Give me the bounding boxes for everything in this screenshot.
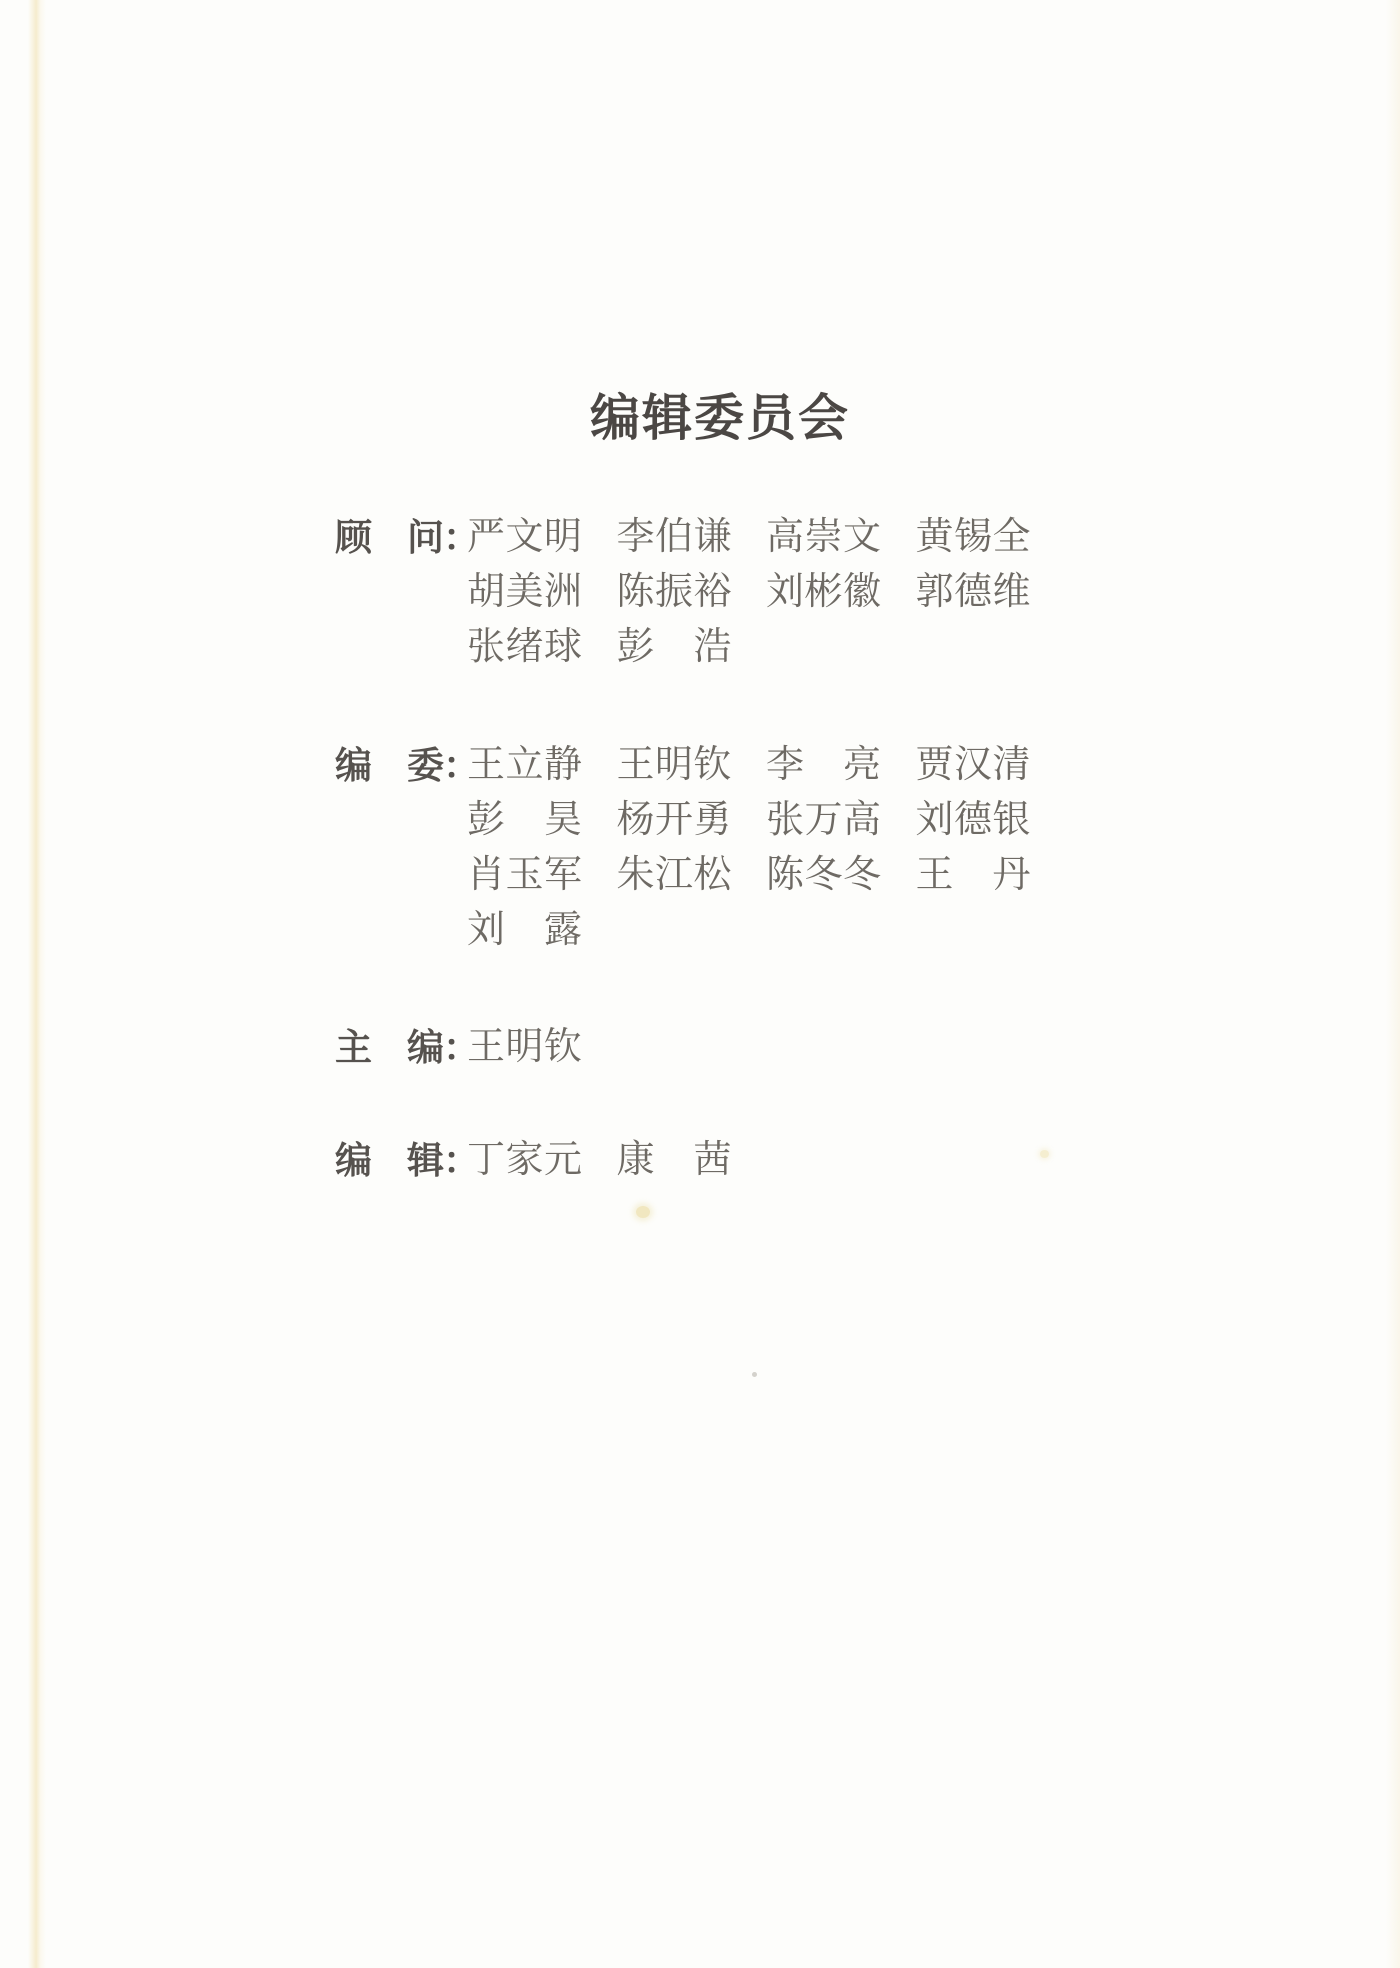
page-gutter-shadow — [28, 0, 46, 1968]
person-name: 康 茜 — [616, 1139, 733, 1181]
person-name: 杨开勇 — [616, 799, 733, 841]
paper-speck — [636, 1206, 650, 1218]
person-name: 郭德维 — [915, 571, 1032, 613]
name-row — [467, 848, 1031, 903]
advisors-name-rows — [467, 510, 1031, 675]
person-name: 李 亮 — [766, 744, 882, 786]
section-advisors-label: 顾 问： — [335, 517, 479, 558]
editors-name-rows — [467, 1133, 732, 1188]
name-row — [467, 738, 1031, 793]
person-name: 张万高 — [766, 799, 882, 841]
person-name: 丁家元 — [467, 1139, 583, 1181]
person-name: 黄锡全 — [915, 516, 1032, 558]
name-row — [467, 793, 1031, 848]
person-name: 肖玉军 — [467, 854, 583, 896]
name-row — [467, 903, 1031, 958]
page-edge-tint — [1386, 0, 1400, 1968]
name-row — [467, 1133, 732, 1188]
person-name: 陈振裕 — [616, 571, 733, 613]
section-editors-label: 编 辑： — [335, 1140, 479, 1181]
section-editorial-board-label: 编 委： — [335, 745, 479, 786]
name-row — [467, 510, 1031, 565]
person-name: 刘德银 — [915, 799, 1032, 841]
section-chief-editor-label: 主 编： — [335, 1027, 479, 1068]
chief-editor-name-rows — [467, 1020, 583, 1075]
person-name: 王 丹 — [915, 854, 1032, 896]
page-title: 编辑委员会 — [590, 390, 850, 446]
paper-speck — [752, 1372, 757, 1377]
person-name: 张绪球 — [467, 626, 583, 668]
name-row — [467, 620, 1031, 675]
person-name: 高崇文 — [766, 516, 882, 558]
person-name: 彭 浩 — [616, 626, 733, 668]
person-name: 刘彬徽 — [766, 571, 882, 613]
person-name: 彭 昊 — [467, 799, 583, 841]
paper-speck — [1040, 1150, 1049, 1158]
person-name: 王明钦 — [616, 744, 733, 786]
person-name: 陈冬冬 — [766, 854, 882, 896]
editorial-board-name-rows — [467, 738, 1031, 958]
person-name: 胡美洲 — [467, 571, 583, 613]
person-name: 朱江松 — [616, 854, 733, 896]
person-name: 王明钦 — [467, 1026, 583, 1068]
person-name: 严文明 — [467, 516, 583, 558]
name-row — [467, 1020, 583, 1075]
person-name: 王立静 — [467, 744, 583, 786]
person-name: 贾汉清 — [915, 744, 1032, 786]
person-name: 刘 露 — [467, 909, 583, 951]
person-name: 李伯谦 — [616, 516, 733, 558]
name-row — [467, 565, 1031, 620]
